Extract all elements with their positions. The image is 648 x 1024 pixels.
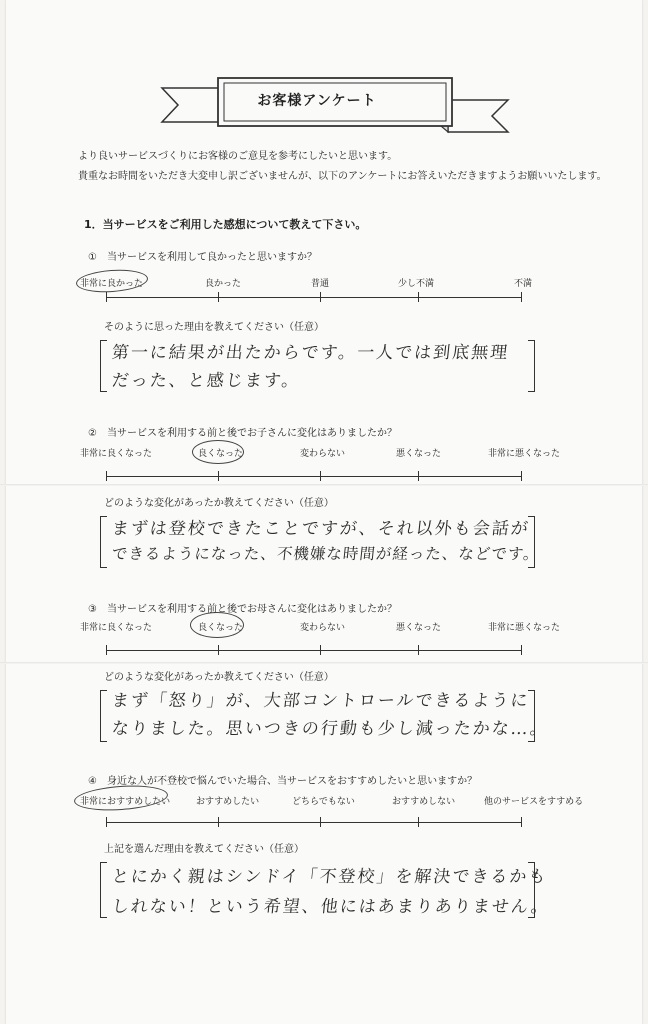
paper-fold bbox=[0, 484, 648, 486]
handwritten-answer: とにかく親はシンドイ「不登校」を解決できるかも bbox=[110, 867, 549, 887]
reason-label: どのような変化があったか教えてください（任意） bbox=[104, 498, 334, 509]
option-label: 良くなった bbox=[198, 449, 244, 459]
option-label: 普通 bbox=[311, 279, 330, 289]
option-label: おすすめしない bbox=[392, 797, 456, 807]
section-heading: 1．当サービスをご利用した感想について教えて下さい。 bbox=[84, 218, 367, 231]
option-label: 良かった bbox=[205, 279, 242, 289]
question-1: ① 当サービスを利用して良かったと思いますか？ bbox=[88, 252, 317, 263]
reason-label: そのように思った理由を教えてください（任意） bbox=[104, 322, 324, 333]
option-label: 不満 bbox=[514, 279, 533, 289]
question-4: ④ 身近な人が不登校で悩んでいた場合、当サービスをおすすめしたいと思いますか？ bbox=[88, 776, 478, 787]
rating-scale bbox=[106, 476, 522, 477]
page-title: お客様アンケート bbox=[257, 93, 377, 109]
option-label: おすすめしたい bbox=[196, 797, 260, 807]
rating-scale bbox=[106, 650, 522, 651]
option-label: 良くなった bbox=[198, 623, 244, 633]
option-label: 悪くなった bbox=[396, 449, 442, 459]
handwritten-answer: 第一に結果が出たからです。一人では到底無理 bbox=[110, 343, 511, 363]
handwritten-answer: しれない！という希望、他にはあまりありません。 bbox=[110, 897, 551, 917]
option-label: 変わらない bbox=[300, 449, 346, 459]
option-label: 非常に良くなった bbox=[80, 623, 153, 633]
option-label: 非常に悪くなった bbox=[488, 449, 561, 459]
option-label: 非常に良くなった bbox=[80, 449, 153, 459]
question-3: ③ 当サービスを利用する前と後でお母さんに変化はありましたか？ bbox=[88, 604, 397, 615]
handwritten-answer: まずは登校できたことですが、それ以外も会話が bbox=[110, 519, 531, 539]
option-label: どちらでもない bbox=[292, 797, 355, 807]
question-2: ② 当サービスを利用する前と後でお子さんに変化はありましたか？ bbox=[88, 428, 397, 439]
rating-scale bbox=[106, 297, 522, 298]
reason-label: 上記を選んだ理由を教えてください（任意） bbox=[104, 844, 304, 855]
option-label: 変わらない bbox=[300, 623, 346, 633]
option-label: 非常に良かった bbox=[80, 279, 144, 289]
option-label: 他のサービスをすすめる bbox=[484, 797, 584, 807]
handwritten-answer: できるようになった、不機嫌な時間が経った、などです。 bbox=[110, 545, 541, 563]
intro-line: より良いサービスづくりにお客様のご意見を参考にしたいと思います。 bbox=[78, 151, 398, 162]
rating-scale bbox=[106, 822, 522, 823]
option-label: 非常におすすめしたい bbox=[80, 797, 171, 807]
option-label: 少し不満 bbox=[398, 279, 435, 289]
handwritten-answer: なりました。思いつきの行動も少し減ったかな…。 bbox=[110, 719, 550, 739]
intro-line: 貴重なお時間をいただき大変申し訳ございませんが、以下のアンケートにお答えいただきますようお願いいたします。 bbox=[78, 171, 607, 182]
reason-label: どのような変化があったか教えてください（任意） bbox=[104, 672, 334, 683]
handwritten-answer: まず「怒り」が、大部コントロールできるように bbox=[110, 691, 531, 711]
paper-fold bbox=[0, 662, 648, 664]
selection-circle bbox=[190, 612, 244, 638]
option-label: 非常に悪くなった bbox=[488, 623, 561, 633]
handwritten-answer: だった、と感じます。 bbox=[110, 371, 302, 391]
selection-circle bbox=[192, 440, 244, 464]
option-label: 悪くなった bbox=[396, 623, 442, 633]
